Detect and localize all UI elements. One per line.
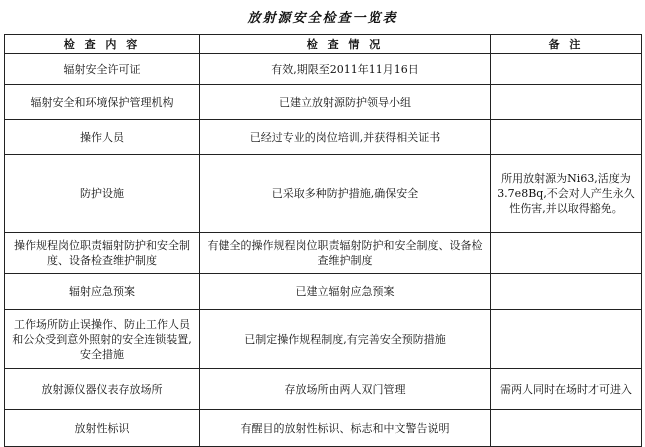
cell-note	[491, 274, 642, 310]
inspection-table	[4, 34, 642, 447]
header-remarks: 备 注	[491, 35, 642, 54]
cell-item: 防护设施	[5, 155, 200, 233]
table-row	[5, 120, 642, 155]
cell-status: 已建立放射源防护领导小组	[200, 85, 491, 120]
cell-item: 放射源仪器仪表存放场所	[5, 369, 200, 410]
cell-note	[491, 120, 642, 155]
table-row	[5, 274, 642, 310]
table-row	[5, 233, 642, 274]
cell-status: 已经过专业的岗位培训,并获得相关证书	[200, 120, 491, 155]
table-row	[5, 54, 642, 85]
cell-item: 辐射应急预案	[5, 274, 200, 310]
header-inspection-item: 检 查 内 容	[5, 35, 200, 54]
cell-note	[491, 410, 642, 447]
cell-status: 有醒目的放射性标识、标志和中文警告说明	[200, 410, 491, 447]
document-title: 放射源安全检查一览表	[247, 11, 398, 26]
cell-item: 放射性标识	[5, 410, 200, 447]
cell-status: 有健全的操作规程岗位职责辐射防护和安全制度、设备检查维护制度	[200, 233, 491, 274]
table-row	[5, 85, 642, 120]
table-row	[5, 410, 642, 447]
table-row	[5, 155, 642, 233]
cell-item: 辐射安全许可证	[5, 54, 200, 85]
cell-status: 有效,期限至2011年11月16日	[200, 54, 491, 85]
table-row	[5, 310, 642, 369]
cell-status: 存放场所由两人双门管理	[200, 369, 491, 410]
cell-status: 已采取多种防护措施,确保安全	[200, 155, 491, 233]
header-inspection-status: 检 查 情 况	[200, 35, 491, 54]
cell-item: 工作场所防止误操作、防止工作人员和公众受到意外照射的安全连锁装置,安全措施	[5, 310, 200, 369]
cell-item: 操作规程岗位职责辐射防护和安全制度、设备检查维护制度	[5, 233, 200, 274]
cell-note	[491, 233, 642, 274]
cell-note: 所用放射源为Ni63,活度为3.7e8Bq,不会对人产生永久性伤害,并以取得豁免。	[491, 155, 642, 233]
cell-note	[491, 310, 642, 369]
cell-status: 已制定操作规程制度,有完善安全预防措施	[200, 310, 491, 369]
cell-status: 已建立辐射应急预案	[200, 274, 491, 310]
table-row	[5, 369, 642, 410]
cell-item: 操作人员	[5, 120, 200, 155]
cell-note: 需两人同时在场时才可进入	[491, 369, 642, 410]
table-header-row	[5, 35, 642, 54]
cell-item: 辐射安全和环境保护管理机构	[5, 85, 200, 120]
cell-note	[491, 54, 642, 85]
cell-note	[491, 85, 642, 120]
